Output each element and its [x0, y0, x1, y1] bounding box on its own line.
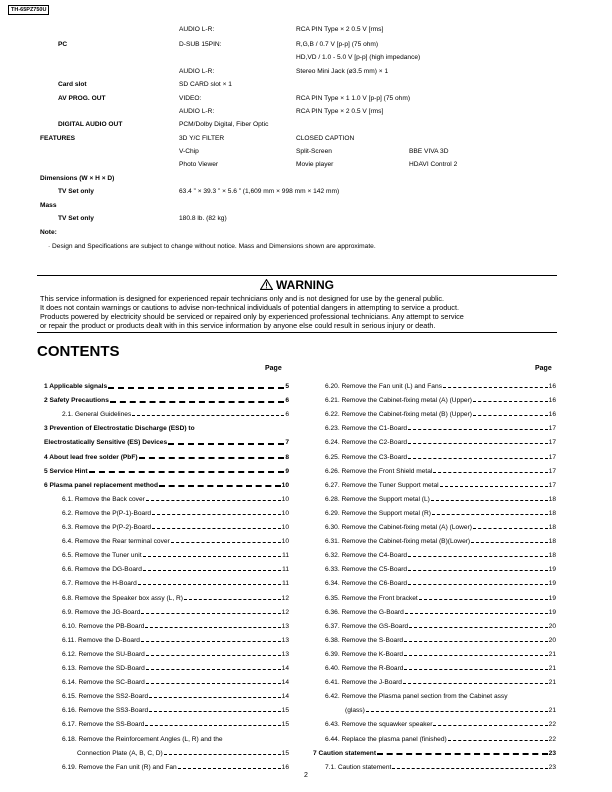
toc-leader-dots [408, 570, 548, 571]
dimensions-value: 63.4 ” × 39.3 ” × 5.6 ” (1,609 mm × 998 mm × 142 mm) [179, 188, 340, 195]
toc-entry-page: 13 [281, 650, 289, 658]
toc-leader-dots [141, 641, 281, 642]
toc-entry-label: 6.18. Remove the Reinforcement Angles (L, R) and the [62, 735, 223, 743]
toc-entry [62, 551, 289, 560]
toc-entry-label: (glass) [345, 707, 365, 715]
toc-leader-dots [138, 584, 281, 585]
toc-leader-dots [146, 500, 281, 501]
toc-leader-dots [408, 429, 548, 430]
toc-entry [62, 579, 289, 588]
toc-entry-page: 18 [548, 538, 556, 546]
toc-entry-page: 17 [548, 453, 556, 461]
toc-entry-label: 6.4. Remove the Rear terminal cover [62, 538, 170, 546]
toc-entry-page: 21 [548, 650, 556, 658]
toc-entry [325, 509, 556, 518]
toc-entry-page: 17 [548, 439, 556, 447]
spec-r7-c3: RCA PIN Type × 2 0.5 V [rms] [296, 108, 384, 115]
toc-entry [62, 763, 289, 772]
toc-leader-dots [419, 599, 548, 600]
warning-line: It does not contain warnings or cautions to advise non-technical individuals of potential dangers in attempting to service a product. [40, 303, 460, 312]
toc-entry [325, 396, 556, 405]
toc-entry [325, 495, 556, 504]
toc-entry [325, 636, 556, 645]
toc-entry [44, 467, 289, 476]
page-header-left: Page [265, 365, 282, 372]
toc-entry-label: 6.34. Remove the C6-Board [325, 580, 408, 588]
toc-entry-page: 14 [281, 679, 289, 687]
toc-entry-page: 19 [548, 580, 556, 588]
toc-entry [325, 664, 556, 673]
toc-entry-label: Electrostatically Sensitive (ES) Devices [44, 439, 168, 447]
toc-entry [325, 523, 556, 532]
toc-entry [325, 650, 556, 659]
toc-entry-label: 6.38. Remove the S-Board [325, 636, 404, 644]
toc-entry-page: 14 [281, 693, 289, 701]
toc-entry-label: 6.30. Remove the Cabinet-fixing metal (A) (Lower) [325, 524, 472, 531]
feature-a2: V-Chip [179, 148, 199, 155]
note-text: · Design and Specifications are subject to change without notice. Mass and Dimensions shown are approximate. [48, 243, 376, 250]
feature-c3: HDAVI Control 2 [409, 161, 458, 168]
toc-entry-label: 6.29. Remove the Support metal (R) [325, 509, 431, 517]
feature-a3: Photo Viewer [179, 161, 219, 168]
toc-entry [313, 749, 556, 758]
toc-entry-page: 23 [548, 749, 556, 757]
spec-r2-c1: PC [58, 41, 68, 48]
toc-entry-page: 23 [548, 763, 556, 771]
toc-entry-label: 6.42. Remove the Plasma panel section from the Cabinet assy [325, 693, 508, 701]
toc-entry [44, 481, 289, 490]
toc-entry-label: 6.17. Remove the SS-Board [62, 721, 145, 729]
toc-entry-page: 5 [285, 383, 289, 390]
toc-entry [62, 636, 289, 645]
toc-entry-label: 7 Caution statement [313, 749, 377, 757]
toc-entry [62, 509, 289, 518]
dimensions-label: Dimensions (W × H × D) [40, 175, 115, 182]
toc-entry-label: 6.13. Remove the SD-Board [62, 665, 145, 672]
toc-leader-dots [473, 401, 548, 402]
toc-entry-page: 10 [281, 538, 289, 546]
toc-entry-page: 20 [548, 636, 556, 644]
toc-leader-dots [145, 627, 280, 628]
toc-entry-label: 4 About lead free solder (PbF) [44, 453, 138, 461]
toc-entry-label: 6.25. Remove the C3-Board [325, 453, 408, 461]
toc-leader-dots [404, 669, 547, 670]
toc-entry [325, 720, 556, 729]
toc-entry-label: 6.27. Remove the Tuner Support metal [325, 481, 439, 489]
toc-entry-label: 6.43. Remove the squawker speaker [325, 721, 433, 729]
toc-entry [325, 594, 556, 603]
toc-entry-label: 6.10. Remove the PB-Board [62, 622, 145, 630]
toc-leader-dots [146, 655, 281, 656]
toc-entry-page: 10 [281, 509, 289, 517]
toc-leader-dots [404, 655, 548, 656]
toc-entry [62, 664, 289, 673]
toc-entry-page: 19 [548, 608, 556, 616]
toc-entry [62, 495, 289, 504]
toc-entry-label: 2.1. General Guidelines [62, 411, 132, 419]
toc-entry-page: 11 [282, 566, 289, 574]
toc-leader-dots [433, 725, 547, 726]
feature-b3: Movie player [296, 161, 334, 168]
toc-leader-dots [145, 725, 280, 726]
page-number: 2 [304, 772, 308, 779]
toc-entry-label: 6.14. Remove the SC-Board [62, 679, 145, 687]
toc-entry [44, 396, 289, 405]
toc-entry-page: 15 [281, 749, 289, 757]
toc-entry-label: 6.5. Remove the Tuner unit [62, 552, 142, 560]
toc-entry-page: 15 [281, 721, 289, 729]
spec-r2-c2: D-SUB 15PIN: [179, 41, 222, 48]
toc-entry [325, 622, 556, 631]
toc-entry-page: 17 [548, 467, 556, 475]
toc-entry-label: 6.16. Remove the SS3-Board [62, 707, 149, 715]
toc-leader-dots [409, 627, 547, 628]
toc-entry [325, 424, 556, 433]
toc-entry-page: 16 [548, 411, 556, 419]
toc-entry [62, 608, 289, 617]
toc-entry-label: 6.32. Remove the C4-Board [325, 552, 408, 560]
note-label: Note: [40, 229, 57, 236]
toc-entry-page: 9 [285, 467, 289, 475]
toc-leader-dots [152, 528, 281, 529]
warning-line: Products powered by electricity should be serviced or repaired only by experienced professional technicians. Any attempt to service [40, 312, 464, 321]
toc-leader-dots [408, 556, 548, 557]
feature-b1: CLOSED CAPTION [296, 135, 355, 142]
toc-entry [62, 720, 289, 729]
toc-entry-page: 10 [281, 495, 289, 503]
toc-entry-page: 20 [548, 622, 556, 630]
toc-entry-label: 6.11. Remove the D-Board [62, 636, 140, 644]
toc-leader-dots [108, 387, 284, 389]
toc-entry-label: 6.44. Replace the plasma panel (finished) [325, 735, 447, 743]
toc-entry [325, 565, 556, 574]
toc-leader-dots [473, 528, 548, 529]
spec-r1-c3: RCA PIN Type × 2 0.5 V [rms] [296, 26, 384, 33]
toc-entry-page: 18 [548, 495, 556, 503]
spec-r6-c1: AV PROG. OUT [58, 95, 106, 102]
toc-entry-label: Connection Plate (A, B, C, D) [77, 749, 163, 757]
toc-entry-label: 6.36. Remove the G-Board [325, 608, 404, 616]
toc-entry [325, 537, 556, 546]
toc-entry-page: 7 [285, 439, 289, 447]
toc-leader-dots [89, 471, 285, 473]
toc-entry-label: 7.1. Caution statement [325, 763, 392, 771]
toc-entry-page: 19 [548, 594, 556, 602]
toc-entry [325, 608, 556, 617]
toc-entry [62, 594, 289, 603]
features-label: FEATURES [40, 135, 76, 142]
spec-r4-c3: Stereo Mini Jack (ø3.5 mm) × 1 [296, 68, 389, 75]
dimensions-sub: TV Set only [58, 188, 94, 195]
spec-r2-c3: R,G,B / 0.7 V [p-p] (75 ohm) [296, 41, 379, 48]
spec-r7-c2: AUDIO L-R: [179, 108, 215, 115]
toc-entry-label: 6.22. Remove the Cabinet-fixing metal (B) (Upper) [325, 411, 472, 419]
toc-entry-label: 6.2. Remove the P(P-1)-Board [62, 509, 152, 517]
toc-leader-dots [392, 768, 547, 769]
toc-entry-label: 2 Safety Precautions [44, 397, 109, 405]
warning-box [37, 275, 557, 333]
toc-entry-label: 6.35. Remove the Front bracket [325, 594, 418, 602]
warning-title-text: WARNING [276, 278, 334, 292]
toc-entry-label: 6.39. Remove the K-Board [325, 650, 404, 658]
toc-entry-page: 17 [548, 425, 556, 433]
toc-leader-dots [168, 443, 284, 445]
toc-entry [62, 622, 289, 631]
toc-entry-label: 6.41. Remove the J-Board [325, 679, 402, 687]
toc-entry [62, 565, 289, 574]
spec-r3-c3: HD,VD / 1.0 - 5.0 V [p-p] (high impedance) [296, 54, 421, 61]
toc-leader-dots [171, 542, 281, 543]
toc-entry-page: 22 [548, 735, 556, 743]
toc-leader-dots [431, 500, 548, 501]
toc-entry-page: 18 [548, 509, 556, 517]
toc-leader-dots [408, 458, 548, 459]
toc-entry-page: 21 [548, 707, 556, 715]
mass-value: 180.8 lb. (82 kg) [179, 215, 227, 222]
toc-entry-label: 6.33. Remove the C5-Board [325, 566, 408, 574]
toc-entry [62, 523, 289, 532]
toc-entry-label: 6.28. Remove the Support metal (L) [325, 495, 430, 503]
toc-leader-dots [143, 570, 281, 571]
toc-leader-dots [473, 415, 548, 416]
warning-body [40, 294, 556, 330]
toc-entry [325, 382, 556, 391]
feature-c2: BBE VIVA 3D [409, 148, 449, 155]
toc-entry-page: 12 [281, 594, 289, 602]
toc-entry-page: 16 [281, 763, 289, 771]
toc-leader-dots [448, 740, 548, 741]
toc-leader-dots [471, 542, 548, 543]
toc-entry [44, 382, 289, 391]
toc-entry-page: 14 [281, 665, 289, 672]
toc-leader-dots [152, 514, 281, 515]
toc-entry-label: 6.37. Remove the GS-Board [325, 622, 409, 630]
toc-entry-label: 6.40. Remove the R-Board [325, 665, 404, 672]
toc-leader-dots [408, 443, 548, 444]
toc-entry-label: 6.23. Remove the C1-Board [325, 425, 408, 433]
warning-line: This service information is designed for experienced repair technicians only and is not designed for use by the general public. [40, 294, 444, 303]
toc-leader-dots [184, 599, 281, 600]
toc-entry-label: 6.20. Remove the Fan unit (L) and Fans [325, 383, 442, 390]
feature-b2: Split-Screen [296, 148, 332, 155]
toc-entry-page: 12 [281, 608, 289, 616]
toc-leader-dots [110, 401, 284, 403]
spec-r6-c2: VIDEO: [179, 95, 202, 102]
toc-entry [44, 424, 289, 433]
toc-entry [77, 749, 289, 758]
toc-entry-page: 22 [548, 721, 556, 729]
spec-r5-c2: SD CARD slot × 1 [179, 81, 232, 88]
mass-label: Mass [40, 202, 57, 209]
toc-entry [44, 438, 289, 447]
toc-entry [62, 678, 289, 687]
toc-entry [62, 410, 289, 419]
toc-leader-dots [149, 711, 281, 712]
toc-entry [325, 678, 556, 687]
toc-entry-page: 10 [281, 481, 289, 489]
mass-sub: TV Set only [58, 215, 94, 222]
toc-entry [325, 692, 556, 701]
spec-r1-c2: AUDIO L-R: [179, 26, 215, 33]
toc-entry-page: 11 [282, 552, 289, 560]
toc-entry [62, 650, 289, 659]
toc-entry-label: 6.24. Remove the C2-Board [325, 439, 408, 447]
toc-entry-page: 21 [548, 679, 556, 687]
toc-entry-label: 6.21. Remove the Cabinet-fixing metal (A) (Upper) [325, 397, 472, 405]
toc-entry [325, 453, 556, 462]
spec-r8-c2: PCM/Dolby Digital, Fiber Optic [179, 121, 269, 128]
feature-a1: 3D Y/C FILTER [179, 135, 225, 142]
toc-leader-dots [433, 472, 547, 473]
toc-entry-label: 6.8. Remove the Speaker box assy (L, R) [62, 594, 183, 602]
toc-entry-page: 11 [282, 580, 289, 588]
toc-entry [325, 410, 556, 419]
toc-leader-dots [408, 584, 548, 585]
toc-leader-dots [132, 415, 284, 416]
toc-leader-dots [139, 457, 285, 459]
toc-leader-dots [403, 683, 548, 684]
toc-entry-page: 10 [281, 524, 289, 531]
toc-entry-page: 15 [281, 707, 289, 715]
toc-leader-dots [377, 753, 548, 755]
toc-entry-page: 18 [548, 552, 556, 560]
toc-entry-page: 6 [285, 411, 289, 419]
toc-entry [62, 537, 289, 546]
toc-entry-label: 6.1. Remove the Back cover [62, 495, 145, 503]
toc-entry-page: 16 [548, 397, 556, 405]
toc-entry [325, 438, 556, 447]
toc-entry-label: 1 Applicable signals [44, 383, 108, 390]
toc-entry-label: 6.31. Remove the Cabinet-fixing metal (B)(Lower) [325, 538, 471, 546]
toc-leader-dots [143, 556, 282, 557]
toc-entry-page: 19 [548, 566, 556, 574]
toc-entry [345, 706, 556, 715]
toc-entry-page: 17 [548, 481, 556, 489]
warning-line: or repair the product or products dealt with in this service information by anyone else could result in serious injury or death. [40, 321, 436, 330]
toc-leader-dots [164, 754, 281, 755]
toc-leader-dots [440, 486, 548, 487]
toc-leader-dots [141, 613, 280, 614]
warning-title [37, 278, 557, 293]
warning-triangle-icon [260, 279, 273, 293]
toc-entry-label: 5 Service Hint [44, 467, 88, 475]
toc-entry-label: 6.3. Remove the P(P-2)-Board [62, 524, 152, 531]
toc-leader-dots [366, 711, 548, 712]
toc-leader-dots [159, 485, 281, 487]
toc-entry [62, 735, 289, 744]
spec-r5-c1: Card slot [58, 81, 87, 88]
toc-entry [62, 706, 289, 715]
toc-entry [325, 481, 556, 490]
toc-leader-dots [443, 387, 548, 388]
toc-entry-label: 6.9. Remove the JG-Board [62, 608, 141, 616]
toc-entry-page: 21 [548, 665, 556, 672]
toc-entry [325, 579, 556, 588]
toc-leader-dots [149, 697, 281, 698]
model-label: TH-65PZ750U [8, 5, 49, 15]
toc-entry [62, 692, 289, 701]
toc-entry-page: 13 [281, 636, 289, 644]
toc-leader-dots [146, 669, 281, 670]
toc-entry-label: 6.6. Remove the DG-Board [62, 566, 142, 574]
toc-entry-label: 6.7. Remove the H-Board [62, 580, 137, 588]
spec-r6-c3: RCA PIN Type × 1 1.0 V [p-p] (75 ohm) [296, 95, 411, 102]
spec-r8-c1: DIGITAL AUDIO OUT [58, 121, 123, 128]
toc-entry-page: 16 [548, 383, 556, 390]
toc-entry-page: 6 [285, 397, 289, 405]
toc-entry-label: 3 Prevention of Electrostatic Discharge (ESD) to [44, 425, 195, 433]
toc-entry [44, 453, 289, 462]
toc-leader-dots [178, 768, 281, 769]
toc-entry [325, 763, 556, 772]
toc-entry-label: 6.12. Remove the SU-Board [62, 650, 145, 658]
toc-leader-dots [432, 514, 548, 515]
page-header-right: Page [535, 365, 552, 372]
toc-entry [325, 551, 556, 560]
toc-entry-label: 6.26. Remove the Front Shield metal [325, 467, 433, 475]
toc-entry-label: 6 Plasma panel replacement method [44, 481, 158, 489]
toc-entry [325, 467, 556, 476]
toc-entry-page: 18 [548, 524, 556, 531]
toc-leader-dots [404, 641, 548, 642]
toc-entry-page: 13 [281, 622, 289, 630]
spec-r4-c2: AUDIO L-R: [179, 68, 215, 75]
toc-leader-dots [146, 683, 281, 684]
contents-title: CONTENTS [37, 343, 120, 360]
toc-entry-label: 6.19. Remove the Fan unit (R) and Fan [62, 763, 177, 771]
toc-leader-dots [405, 613, 548, 614]
toc-entry [325, 735, 556, 744]
toc-entry-label: 6.15. Remove the SS2-Board [62, 693, 149, 701]
toc-entry-page: 8 [285, 453, 289, 461]
